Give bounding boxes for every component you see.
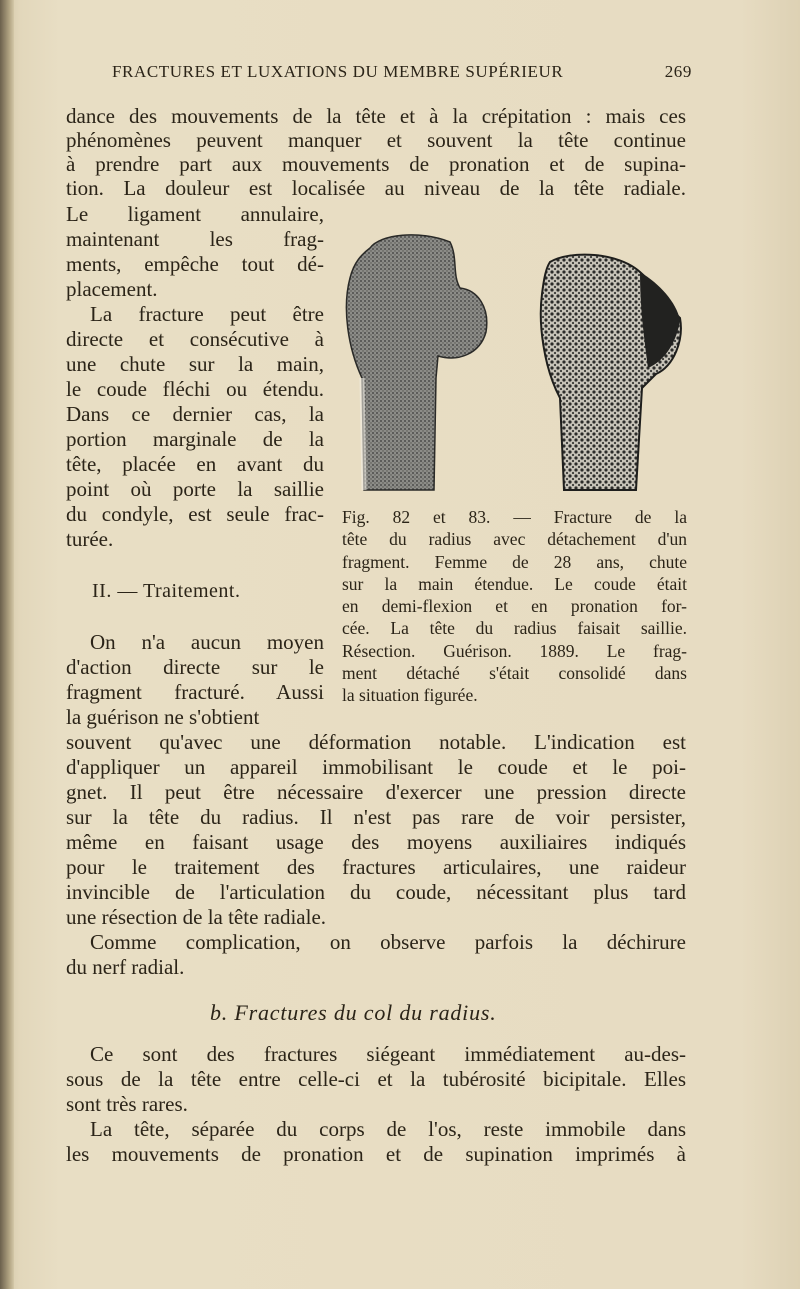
text-line: d'appliquer un appareil immobilisant le coude et le poi- [66, 755, 686, 779]
fig-83-drawing [541, 255, 681, 490]
text-line: Ce sont des fractures siégeant immédiatement au-des- [90, 1042, 686, 1066]
text-line: sous de la tête entre celle-ci et la tubérosité bicipitale. Elles [66, 1067, 686, 1091]
text-line: du nerf radial. [66, 955, 185, 979]
text-line: à prendre part aux mouvements de pronation et de supina- [66, 152, 686, 176]
text-line: fragment fracturé. Aussi [66, 680, 324, 704]
text-line: maintenant les frag- [66, 227, 324, 251]
text-line: souvent qu'avec une déformation notable. L'indication est [66, 730, 686, 754]
text-line: Dans ce dernier cas, la [66, 402, 324, 426]
text-line: La fracture peut être [90, 302, 324, 326]
text-line: placement. [66, 277, 158, 301]
caption-line: cée. La tête du radius faisait saillie. [342, 618, 687, 639]
text-line: le coude fléchi ou étendu. [66, 377, 324, 401]
text-line: portion marginale de la [66, 427, 324, 451]
text-line: tête, placée en avant du [66, 452, 324, 476]
text-line: même en faisant usage des moyens auxiliaires indiqués [66, 830, 686, 854]
text-line: d'action directe sur le [66, 655, 324, 679]
text-line: une résection de la tête radiale. [66, 905, 327, 929]
running-header [112, 62, 692, 86]
caption-line: tête du radius avec détachement d'un [342, 529, 687, 550]
text-line: du condyle, est seule frac- [66, 502, 324, 526]
text-line: La tête, séparée du corps de l'os, reste immobile dans [90, 1117, 686, 1141]
caption-line: en demi-flexion et en pronation for- [342, 596, 687, 617]
section-heading: b. Fractures du col du radius. [210, 1000, 497, 1025]
caption-line: Fig. 82 et 83. — Fracture de la [342, 507, 687, 527]
text-line: Le ligament annulaire, [66, 202, 324, 226]
text-line: point où porte la saillie [66, 477, 324, 501]
radius-head-illustrations [340, 228, 690, 500]
text-line: invincible de l'articulation du coude, nécessitant plus tard [66, 880, 686, 904]
text-line: dance des mouvements de la tête et à la crépitation : mais ces [66, 104, 686, 128]
text-line: directe et consécutive à [66, 327, 324, 351]
text-line: sur la tête du radius. Il n'est pas rare de voir persister, [66, 805, 686, 829]
running-header-title: FRACTURES ET LUXATIONS DU MEMBRE SUPÉRIEUR [112, 62, 564, 81]
text-line: tion. La douleur est localisée au niveau de la tête radiale. [66, 176, 686, 200]
text-line: une chute sur la main, [66, 352, 324, 376]
text-line: On n'a aucun moyen [90, 630, 324, 654]
caption-line: ment détaché s'était consolidé dans [342, 663, 687, 684]
text-line: Comme complication, on observe parfois la déchirure [90, 930, 686, 954]
text-line: pour le traitement des fractures articulaires, une raideur [66, 855, 686, 879]
text-line: ments, empêche tout dé- [66, 252, 324, 276]
figure-radius-fracture [340, 228, 690, 500]
text-line: la guérison ne s'obtient [66, 705, 260, 729]
caption-line: sur la main étendue. Le coude était [342, 573, 687, 594]
page-number: 269 [664, 62, 692, 81]
figure-caption [342, 506, 687, 707]
text-line: gnet. Il peut être nécessaire d'exercer une pression directe [66, 780, 686, 804]
text-line: les mouvements de pronation et de supination imprimés à [66, 1142, 686, 1166]
text-line: turée. [66, 527, 114, 551]
text-line: phénomènes peuvent manquer et souvent la tête continue [66, 128, 686, 152]
caption-line: Résection. Guérison. 1889. Le frag- [342, 640, 687, 661]
text-line: sont très rares. [66, 1092, 188, 1116]
treatment-heading: II. — Traitement. [92, 580, 241, 602]
book-binding-edge [0, 0, 14, 1289]
caption-line: fragment. Femme de 28 ans, chute [342, 551, 687, 572]
caption-line: la situation figurée. [342, 685, 478, 706]
fig-82-drawing [346, 235, 486, 490]
